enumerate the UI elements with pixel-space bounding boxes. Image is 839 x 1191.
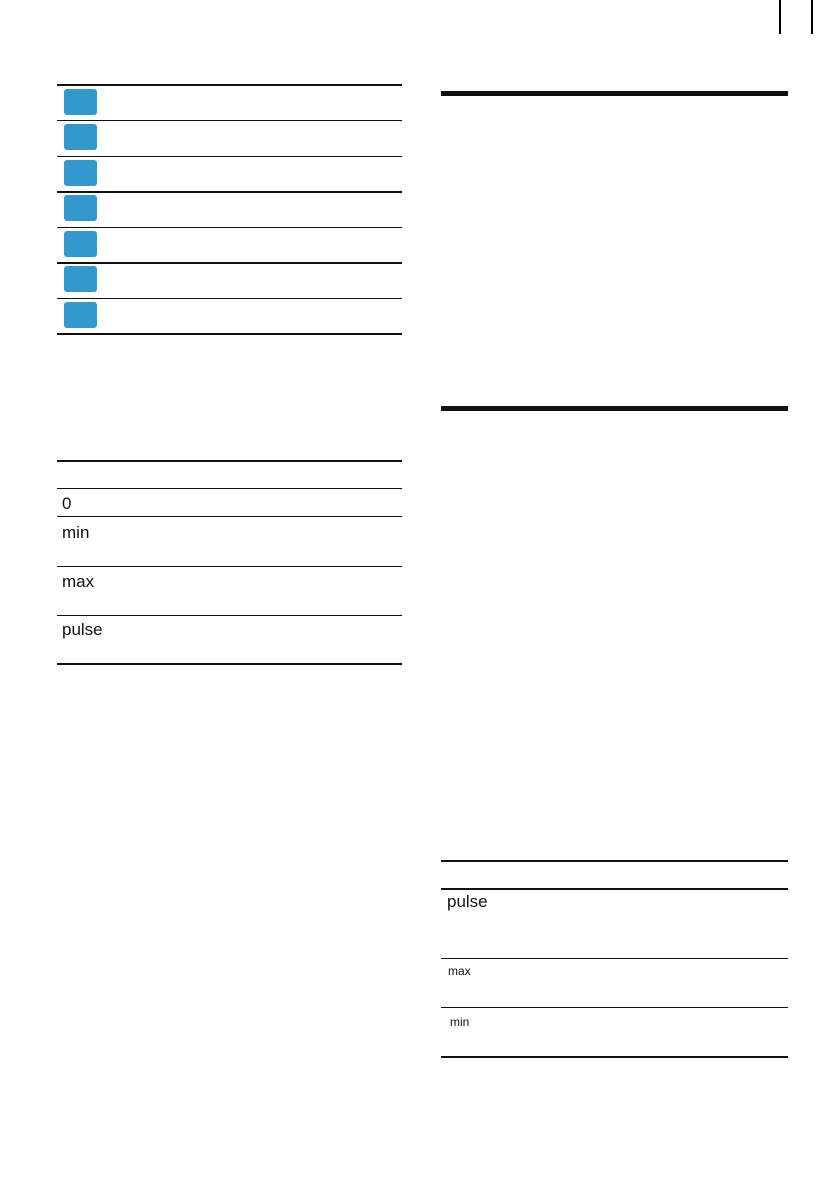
legend-rule	[57, 191, 402, 193]
left-table-row-pulse: pulse	[62, 620, 103, 639]
right-table-row-pulse: pulse	[447, 892, 488, 911]
right-table-rule	[441, 888, 788, 890]
right-table-top-rule	[441, 860, 788, 862]
left-table-row-min: min	[62, 523, 90, 542]
left-table-rule	[57, 516, 402, 517]
swatch-6	[64, 266, 97, 292]
swatch-7	[64, 302, 97, 328]
right-table-rule	[441, 1007, 788, 1008]
swatch-2	[64, 124, 97, 150]
left-table-row-max: max	[62, 572, 95, 591]
swatch-5	[64, 231, 97, 257]
legend-rule	[57, 120, 402, 121]
legend-rule	[57, 227, 402, 228]
right-table-row-max: max	[448, 964, 471, 978]
legend-rule	[57, 262, 402, 264]
section-rule-1	[441, 91, 788, 96]
left-table-bottom-rule	[57, 663, 402, 665]
left-table-rule	[57, 566, 402, 567]
swatch-1	[64, 89, 97, 115]
crop-mark-right	[811, 0, 813, 34]
swatch-3	[64, 160, 97, 186]
right-table-row-min: min	[450, 1015, 470, 1029]
right-table-bottom-rule	[441, 1056, 788, 1058]
left-table-row-0: 0	[62, 494, 72, 513]
left-table-top-rule	[57, 460, 402, 462]
swatch-4	[64, 195, 97, 221]
legend-top-rule	[57, 84, 402, 86]
legend-rule	[57, 156, 402, 157]
section-rule-2	[441, 406, 788, 411]
legend-bottom-rule	[57, 333, 402, 335]
legend-rule	[57, 298, 402, 299]
left-table-rule	[57, 615, 402, 616]
crop-mark-left	[779, 0, 781, 34]
left-table-rule	[57, 488, 402, 489]
right-table-rule	[441, 958, 788, 959]
